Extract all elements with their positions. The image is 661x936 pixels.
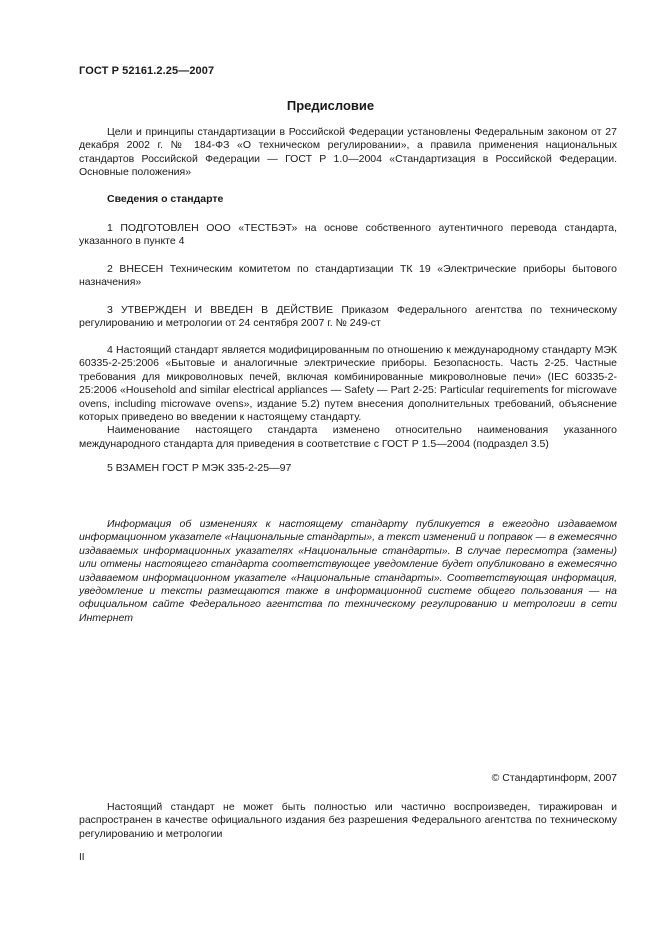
section-heading: Сведения о стандарте	[107, 193, 224, 205]
item-3-block	[79, 304, 617, 331]
intro-block	[79, 126, 617, 180]
item-4-paragraph: 4 Настоящий стандарт является модифицированным по отношению к международному стандарту МЭК 60335-2-25:2006 «Бытовые и аналогичные электрические приборы. Безопасность. Часть 2-25. Частные требования для микроволновых печей, включая комбинированные микроволновые печи» (IEC 60335-2-25:2006 «Household and similar electrical appliances — Safety — Part 2-25: Particular requirements for microwave ovens, including microwave ovens», издание 5.2) путем внесения дополнительных требований, объяснение которых приведено во введении к настоящему стандарту.	[79, 344, 617, 424]
item-5-paragraph: 5 ВЗАМЕН ГОСТ Р МЭК 335-2-25—97	[107, 462, 292, 474]
item-3-paragraph: 3 УТВЕРЖДЕН И ВВЕДЕН В ДЕЙСТВИЕ Приказом Федерального агентства по техническому регулированию и метрологии от 24 сентября 2007 г. № 249-ст	[79, 304, 617, 330]
item-5-block	[79, 462, 617, 475]
item-4-block	[79, 344, 617, 451]
document-code: ГОСТ Р 52161.2.25—2007	[79, 65, 215, 77]
item-1-block	[79, 222, 617, 249]
notice-paragraph: Информация об изменениях к настоящему стандарту публикуется в ежегодно издаваемом информационном указателе «Национальные стандарты», а текст изменений и поправок — в ежемесячно издаваемых информационных указателях «Национальные стандарты». В случае пересмотра (замены) или отмены настоящего стандарта соответствующее уведомление будет опубликовано в ежемесячно издаваемом информационном указателе «Национальные стандарты». Соответствующая информация, уведомление и тексты размещаются также в информационной системе общего пользования — на официальном сайте Федерального агентства по техническому регулированию и метрологии в сети Интернет	[79, 518, 617, 624]
rights-paragraph: Настоящий стандарт не может быть полностью или частично воспроизведен, тиражирован и распространен в качестве официального издания без разрешения Федерального агентства по техническому регулированию и метрологии	[79, 801, 617, 840]
copyright-line: © Стандартинформ, 2007	[491, 772, 617, 784]
intro-paragraph: Цели и принципы стандартизации в Российской Федерации установлены Федеральным законом от 27 декабря 2002 г. № 184-ФЗ «О техническом регулировании», а правила применения национальных стандартов Российской Федерации — ГОСТ Р 1.0—2004 «Стандартизация в Российской Федерации. Основные положения»	[79, 126, 617, 179]
item-2-paragraph: 2 ВНЕСЕН Техническим комитетом по стандартизации ТК 19 «Электрические приборы бытового назначения»	[79, 263, 617, 289]
page-title: Предисловие	[286, 98, 375, 113]
page-number: II	[79, 852, 85, 863]
item-4-rename-paragraph: Наименование настоящего стандарта изменено относительно наименования указанного международного стандарта для приведения в соответствие с ГОСТ Р 1.5—2004 (подраздел 3.5)	[79, 424, 617, 450]
rights-block	[79, 801, 617, 841]
item-1-paragraph: 1 ПОДГОТОВЛЕН ООО «ТЕСТБЭТ» на основе собственного аутентичного перевода стандарта, указанного в пункте 4	[79, 222, 617, 248]
item-2-block	[79, 263, 617, 290]
notice-block	[79, 518, 617, 625]
